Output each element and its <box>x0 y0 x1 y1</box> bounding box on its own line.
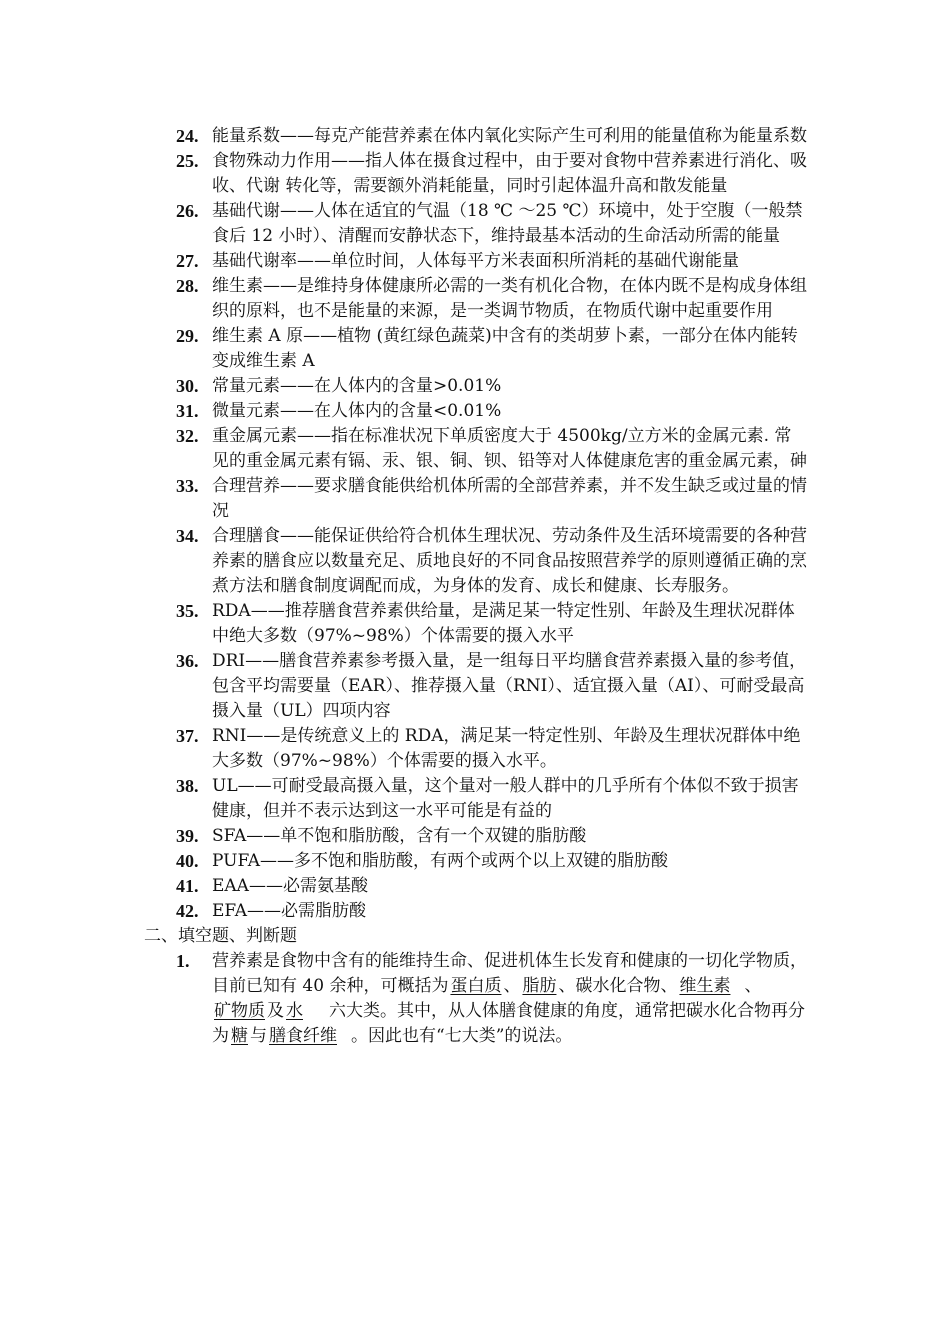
item-number: 38. <box>176 776 199 796</box>
fill-text: 。因此也有“七大类”的说法。 <box>351 1026 573 1046</box>
definition-item-35 <box>0 599 808 649</box>
fill-text: 、 <box>503 976 521 996</box>
item-number: 27. <box>176 251 199 271</box>
document-content <box>0 124 950 1049</box>
definition-item-28 <box>0 274 808 324</box>
item-number: 24. <box>176 126 199 146</box>
item-number: 32. <box>176 426 199 446</box>
item-number: 31. <box>176 401 199 421</box>
item-number: 34. <box>176 526 199 546</box>
definition-item-40 <box>0 849 808 874</box>
definition-item-24 <box>0 124 808 149</box>
definition-item-32 <box>0 424 808 474</box>
item-number: 25. <box>176 151 199 171</box>
blank-answer: 水 <box>286 1001 303 1021</box>
item-number: 33. <box>176 476 199 496</box>
definition-item-36 <box>0 649 808 724</box>
item-text: RDA——推荐膳食营养素供给量，是满足某一特定性别、年龄及生理状况群体中绝大多数（97%~98%）个体需要的摄入水平 <box>212 601 795 646</box>
blank-answer: 膳食纤维 <box>269 1026 337 1046</box>
item-text <box>212 949 808 1049</box>
definition-item-34 <box>0 524 808 599</box>
definition-item-29 <box>0 324 808 374</box>
definition-item-41 <box>0 874 808 899</box>
item-text: SFA——单不饱和脂肪酸，含有一个双键的脂肪酸 <box>212 826 587 846</box>
definition-item-26 <box>0 199 808 249</box>
definition-item-37 <box>0 724 808 774</box>
fill-text: 、碳水化合物、 <box>558 976 678 996</box>
definition-item-42 <box>0 899 808 924</box>
item-number: 26. <box>176 201 199 221</box>
item-text: EFA——必需脂肪酸 <box>212 901 367 921</box>
blank-answer: 维生素 <box>679 976 731 996</box>
fill-text: 及 <box>267 1001 284 1021</box>
item-text: UL——可耐受最高摄入量，这个量对一般人群中的几乎所有个体似不致于损害健康，但并不表示达到这一水平可能是有益的 <box>212 776 799 821</box>
fill-text: 与 <box>250 1026 267 1046</box>
item-text: 合理膳食——能保证供给符合机体生理状况、劳动条件及生活环境需要的各种营养素的膳食应以数量充足、质地良好的不同食品按照营养学的原则遵循正确的烹煮方法和膳食制度调配而成，为身体的发育、成长和健康、长寿服务。 <box>212 526 807 596</box>
item-text: 重金属元素——指在标准状况下单质密度大于 4500kg/立方米的金属元素. 常见的重金属元素有镉、汞、银、铜、钡、铅等对人体健康危害的重金属元素，砷 <box>212 426 807 471</box>
blank-answer: 矿物质 <box>214 1001 265 1021</box>
item-number: 35. <box>176 601 199 621</box>
item-text: 微量元素——在人体内的含量<0.01% <box>212 401 502 421</box>
item-text: 基础代谢率——单位时间，人体每平方米表面积所消耗的基础代谢能量 <box>212 251 739 271</box>
item-text: 基础代谢——人体在适宜的气温（18 ℃ ～25 ℃）环境中，处于空腹（一般禁食后 12 小时）、清醒而安静状态下，维持最基本活动的生命活动所需的能量 <box>212 201 803 246</box>
item-text: 维生素 A 原——植物 (黄红绿色蔬菜)中含有的类胡萝卜素，一部分在体内能转变成维生素 A <box>212 326 798 371</box>
item-text: 食物殊动力作用——指人体在摄食过程中，由于要对食物中营养素进行消化、吸收、代谢 转化等，需要额外消耗能量，同时引起体温升高和散发能量 <box>212 151 807 196</box>
item-text: DRI——膳食营养素参考摄入量，是一组每日平均膳食营养素摄入量的参考值，包含平均需要量（EAR）、推荐摄入量（RNI）、适宜摄入量（AI）、可耐受最高摄入量（UL）四项内容 <box>212 651 807 721</box>
item-number: 37. <box>176 726 199 746</box>
item-text: 常量元素——在人体内的含量>0.01% <box>212 376 502 396</box>
item-number: 29. <box>176 326 199 346</box>
item-text: PUFA——多不饱和脂肪酸，有两个或两个以上双键的脂肪酸 <box>212 851 669 871</box>
definition-item-39 <box>0 824 808 849</box>
definition-item-31 <box>0 399 808 424</box>
item-number: 36. <box>176 651 199 671</box>
item-text: 能量系数——每克产能营养素在体内氧化实际产生可利用的能量值称为能量系数 <box>212 126 807 146</box>
item-text: RNI——是传统意义上的 RDA，满足某一特定性别、年龄及生理状况群体中绝大多数（97%~98%）个体需要的摄入水平。 <box>212 726 801 771</box>
fill-text: 、 <box>744 976 762 996</box>
item-number: 40. <box>176 851 199 871</box>
definition-item-25 <box>0 149 808 199</box>
item-number: 28. <box>176 276 199 296</box>
item-text: EAA——必需氨基酸 <box>212 876 368 896</box>
item-number: 30. <box>176 376 199 396</box>
item-number: 41. <box>176 876 199 896</box>
fill-blank-item-1 <box>0 949 808 1049</box>
item-number: 42. <box>176 901 199 921</box>
definition-item-27 <box>0 249 808 274</box>
item-number: 1. <box>176 951 190 971</box>
definition-item-38 <box>0 774 808 824</box>
blank-answer: 蛋白质 <box>450 976 502 996</box>
definition-item-30 <box>0 374 808 399</box>
item-text: 维生素——是维持身体健康所必需的一类有机化合物，在体内既不是构成身体组织的原料，也不是能量的来源，是一类调节物质，在物质代谢中起重要作用 <box>212 276 807 321</box>
section-title: 二、填空题、判断题 <box>144 926 297 946</box>
fill-text: 六大类。其中，从人体膳食健康的角度，通常把碳水化合物再分为 <box>212 1001 805 1046</box>
fill-text: 营养素是食物中含有的能维持生命、促进机体生长发育和健康的一切化学物质，目前已知有 40 余种，可概括为 <box>212 951 807 996</box>
blank-answer: 脂肪 <box>522 976 557 996</box>
item-number: 39. <box>176 826 199 846</box>
item-text: 合理营养——要求膳食能供给机体所需的全部营养素，并不发生缺乏或过量的情况 <box>212 476 807 521</box>
definition-item-33 <box>0 474 808 524</box>
blank-answer: 糖 <box>231 1026 248 1046</box>
